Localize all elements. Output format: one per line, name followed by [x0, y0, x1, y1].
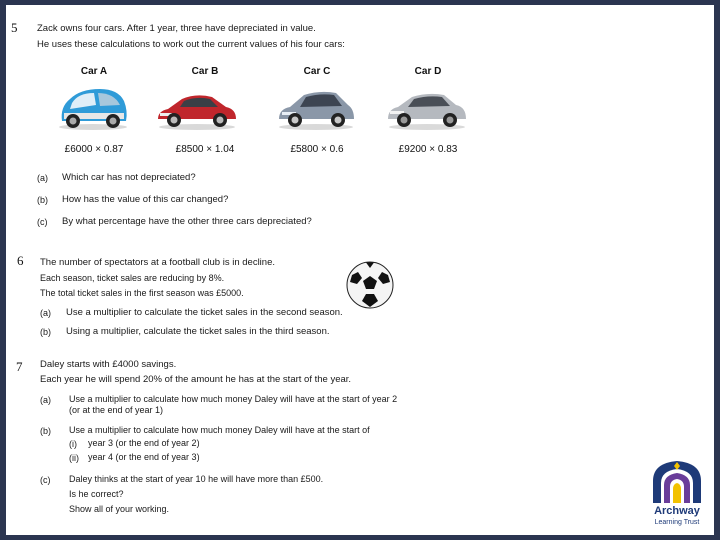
car-d-label: Car D: [414, 66, 442, 77]
car-b-image: [156, 89, 238, 131]
q7-part-b-ii-label: (ii): [69, 453, 79, 463]
q5-part-c-text: By what percentage have the other three cars depreciated?: [62, 216, 312, 227]
worksheet-page: [6, 5, 714, 535]
q7-part-b-i-text: year 3 (or the end of year 2): [88, 438, 200, 448]
q7-part-c-text-1: Daley thinks at the start of year 10 he will have more than £500.: [69, 474, 324, 484]
car-a-label: Car A: [80, 66, 108, 77]
q6-line-1: The number of spectators at a football club is in decline.: [40, 257, 275, 268]
q7-part-a-text-1: Use a multiplier to calculate how much money Daley will have at the start of year 2: [69, 394, 398, 404]
question-number-5: 5: [11, 20, 18, 35]
q5-part-a-text: Which car has not depreciated?: [62, 172, 196, 183]
q7-line-2: Each year he will spend 20% of the amount he has at the start of the year.: [40, 374, 352, 385]
q7-part-b-ii-text: year 4 (or the end of year 3): [88, 452, 200, 462]
question-number-7: 7: [16, 359, 23, 374]
q5-intro-line-2: He uses these calculations to work out the current values of his four cars:: [37, 39, 345, 50]
car-b-label: Car B: [191, 66, 219, 77]
q5-part-b-label: (b): [37, 195, 48, 205]
car-d-image: [386, 89, 468, 131]
q6-line-3: The total ticket sales in the first season was £5000.: [40, 288, 244, 298]
q7-part-c-text-3: Show all of your working.: [69, 504, 170, 514]
car-b-calculation: £8500 × 1.04: [175, 144, 235, 155]
question-number-6: 6: [17, 253, 24, 268]
q5-part-b-text: How has the value of this car changed?: [62, 194, 229, 205]
q5-part-c-label: (c): [37, 217, 48, 227]
q5-part-a-label: (a): [37, 173, 48, 183]
archway-logo: [642, 459, 712, 531]
logo-title: Archway: [654, 505, 700, 517]
car-c-image: [276, 87, 356, 131]
q6-line-2: Each season, ticket sales are reducing by 8%.: [40, 273, 225, 283]
q5-intro-line-1: Zack owns four cars. After 1 year, three have depreciated in value.: [37, 23, 316, 34]
q6-part-b-label: (b): [40, 327, 51, 337]
car-a-calculation: £6000 × 0.87: [64, 144, 124, 155]
q7-part-b-label: (b): [40, 426, 51, 436]
q6-part-a-label: (a): [40, 308, 51, 318]
car-d-calculation: £9200 × 0.83: [398, 144, 458, 155]
archway-emblem-icon: [650, 459, 704, 505]
football-image: [346, 261, 394, 309]
car-a-image: [56, 85, 130, 131]
logo-subtitle: Learning Trust: [654, 519, 700, 526]
q7-line-1: Daley starts with £4000 savings.: [40, 359, 177, 370]
q7-part-a-label: (a): [40, 395, 51, 405]
car-c-label: Car C: [303, 66, 331, 77]
q7-part-c-text-2: Is he correct?: [69, 489, 124, 499]
car-c-calculation: £5800 × 0.6: [290, 144, 344, 155]
q6-part-a-text: Use a multiplier to calculate the ticket sales in the second season.: [66, 307, 343, 318]
q7-part-a-text-2: (or at the end of year 1): [69, 405, 164, 415]
q7-part-b-i-label: (i): [69, 439, 77, 449]
q7-part-c-label: (c): [40, 475, 51, 485]
q7-part-b-text: Use a multiplier to calculate how much money Daley will have at the start of: [69, 425, 370, 435]
q6-part-b-text: Using a multiplier, calculate the ticket sales in the third season.: [66, 326, 330, 337]
